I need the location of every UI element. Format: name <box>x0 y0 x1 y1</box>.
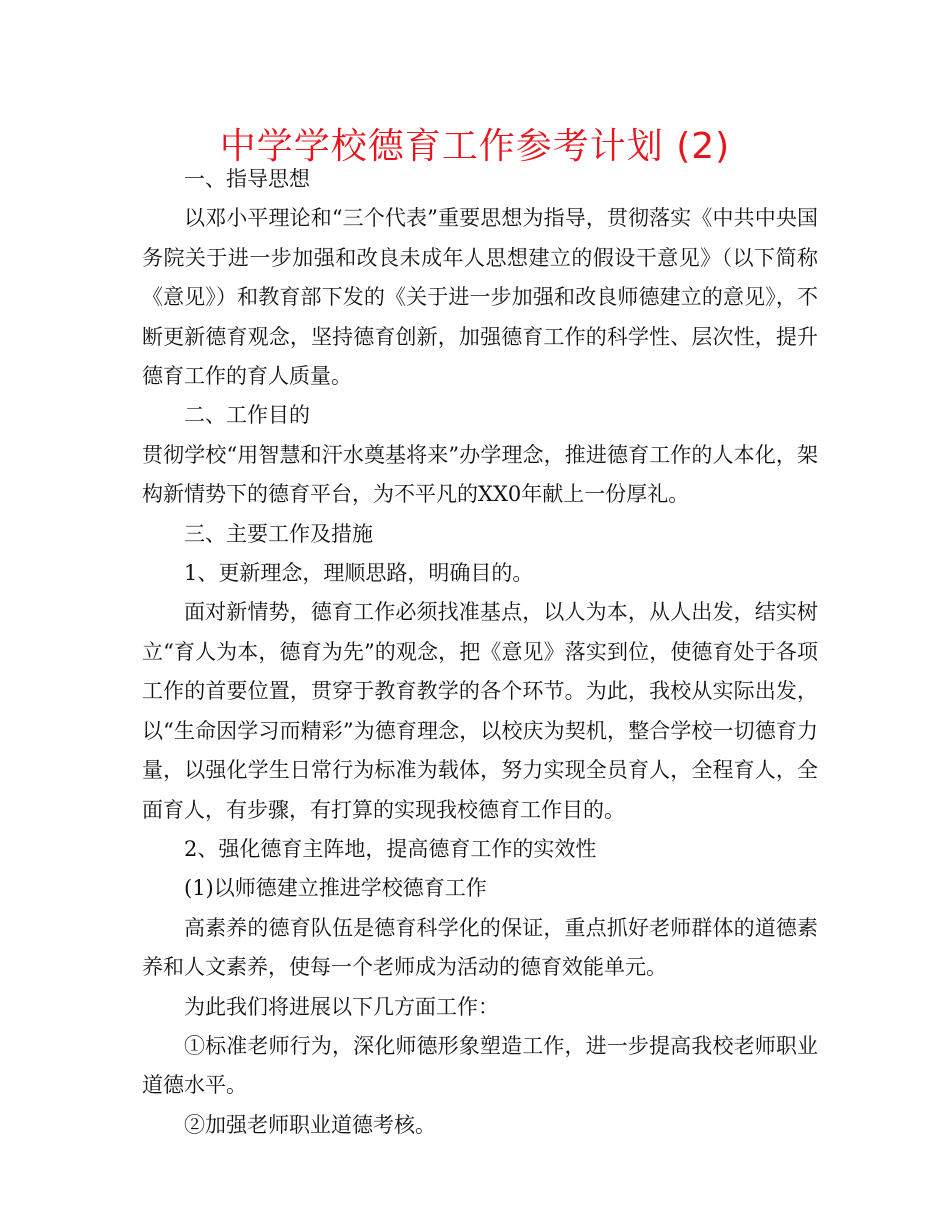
subheading-update-concepts: 1、更新理念，理顺思路，明确目的。 <box>184 561 534 586</box>
document-title: 中学学校德育工作参考计划 (2) <box>219 126 731 167</box>
section-heading-guiding-ideology: 一、指导思想 <box>184 167 310 191</box>
paragraph-update-concepts: 面对新情势，德育工作必须找准基点，以人为本，从人出发，结实树立“育人为本，德育为先”的观念，把《意见》落实到位，使德育处于各项工作的首要位置，贯穿于教育教学的各个环节。为此，我校从实际出发，以“生命因学习而精彩”为德育理念，以校庆为契机，整合学校一切德育力量，以强化学生日常行为标准为载体，努力实现全员育人，全程育人，全面育人，有步骤，有打算的实现我校德育工作目的。 <box>142 600 818 822</box>
section-heading-main-work: 三、主要工作及措施 <box>184 521 373 546</box>
paragraph-guiding-ideology: 以邓小平理论和“三个代表”重要思想为指导，贯彻落实《中共中央国务院关于进一步加强和改良未成年人思想建立的假设干意见》（以下简称《意见》）和教育部下发的《关于进一步加强和改良师德建立的意见》，不断更新德育观念，坚持德育创新，加强德育工作的科学性、层次性，提升德育工作的育人质量。 <box>142 206 818 389</box>
paragraph-teacher-ethics: 高素养的德育队伍是德育科学化的保证，重点抓好老师群体的道德素养和人文素养，使每一个老师成为活动的德育效能单元。 <box>142 915 818 980</box>
subheading-teacher-ethics: (1)以师德建立推进学校德育工作 <box>184 876 487 901</box>
paragraph-work-goals: 贯彻学校“用智慧和汗水奠基将来”办学理念，推进德育工作的人本化，架构新情势下的德育平台，为不平凡的XX0年献上一份厚礼。 <box>142 442 818 507</box>
section-heading-work-goals: 二、工作目的 <box>184 403 310 428</box>
document-body <box>142 160 818 1145</box>
list-item-standardize-behavior: ①标准老师行为，深化师德形象塑造工作，进一步提高我校老师职业道德水平。 <box>142 1033 818 1098</box>
list-item-ethics-assessment: ②加强老师职业道德考核。 <box>184 1112 436 1137</box>
subheading-strengthen-moral-education: 2、强化德育主阵地，提高德育工作的实效性 <box>184 836 597 861</box>
paragraph-work-plan-intro: 为此我们将进展以下几方面工作： <box>184 994 499 1019</box>
